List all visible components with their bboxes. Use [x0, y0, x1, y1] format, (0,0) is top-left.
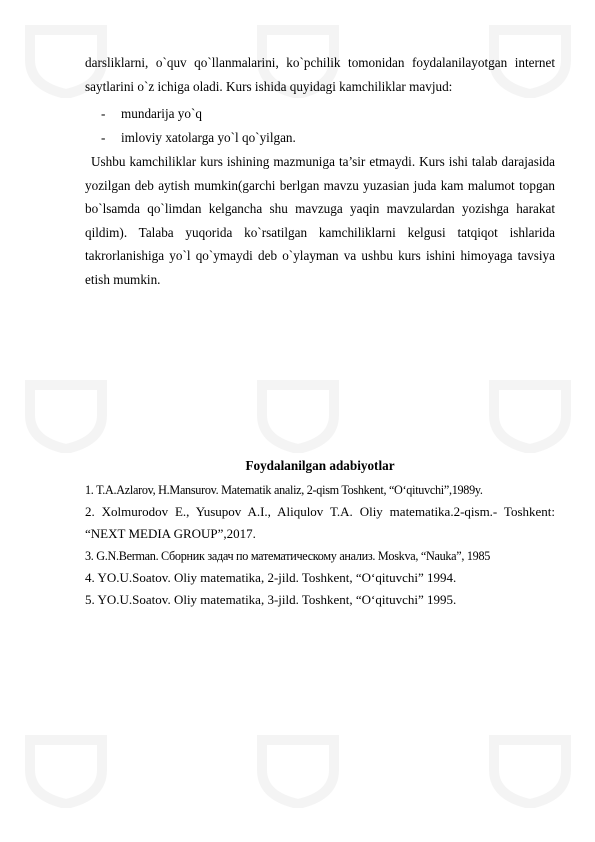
watermark-logo-icon — [484, 730, 576, 808]
reference-item: 4. YO.U.Soatov. Oliy matematika, 2-jild. Toshkent, “O‘qituvchi” 1994. — [85, 570, 457, 585]
references-heading: Foydalanilgan adabiyotlar — [245, 458, 395, 473]
reference-item: 2. Xolmurodov E., Yusupov A.I., Aliqulov T.A. Oliy matematika.2-qism.- Toshkent: “NEXT MEDIA GROUP”,2017. — [85, 504, 555, 541]
bullet-marker: - — [101, 106, 106, 121]
references-list — [85, 479, 555, 611]
body-paragraph-2: Ushbu kamchiliklar kurs ishining mazmuniga ta’sir etmaydi. Kurs ishi talab darajasida yozilgan deb aytish mumkin(garchi berlgan mavzu yuzasian juda kam malumot topgan bo`lsamda qo`limdan kelgancha shu mavzuga yaqin mavzulardan yozishga harakat qildim). Talaba yuqorida ko`rsatilgan kamchiliklarni kelgusi tatqiqot ishlarida takrorlanishiga yo`l qo`ymaydi deb o`ylayman va ushbu kurs ishini himoyaga tavsiya etish mumkin. — [85, 154, 555, 287]
reference-item: 3. G.N.Berman. Сборник задач по математическому анализ. Moskva, “Nauka”, 1985 — [85, 549, 491, 563]
list-item-text: mundarija yo`q — [121, 106, 202, 121]
watermark-logo-icon — [20, 730, 112, 808]
body-paragraph-1: darsliklarni, o`quv qo`llanmalarini, ko`pchilik tomonidan foydalanilayotgan internet saytlarini o`z ichiga oladi. Kurs ishida quyidagi kamchiliklar mavjud: — [85, 55, 555, 94]
watermark-logo-icon — [252, 730, 344, 808]
shortcomings-list — [85, 102, 555, 149]
watermark-logo-icon — [252, 375, 344, 453]
list-item-text: imloviy xatolarga yo`l qo`yilgan. — [121, 129, 296, 145]
watermark-logo-icon — [20, 375, 112, 453]
watermark-logo-icon — [484, 375, 576, 453]
bullet-marker: - — [101, 129, 106, 145]
list-item — [85, 126, 555, 150]
reference-item: 5. YO.U.Soatov. Oliy matematika, 3-jild. Toshkent, “O‘qituvchi” 1995. — [85, 592, 457, 607]
reference-item: 1. T.A.Azlarov, H.Mansurov. Matematik analiz, 2-qism Toshkent, “O‘qituvchi”,1989y. — [85, 483, 483, 497]
list-item — [85, 102, 555, 126]
